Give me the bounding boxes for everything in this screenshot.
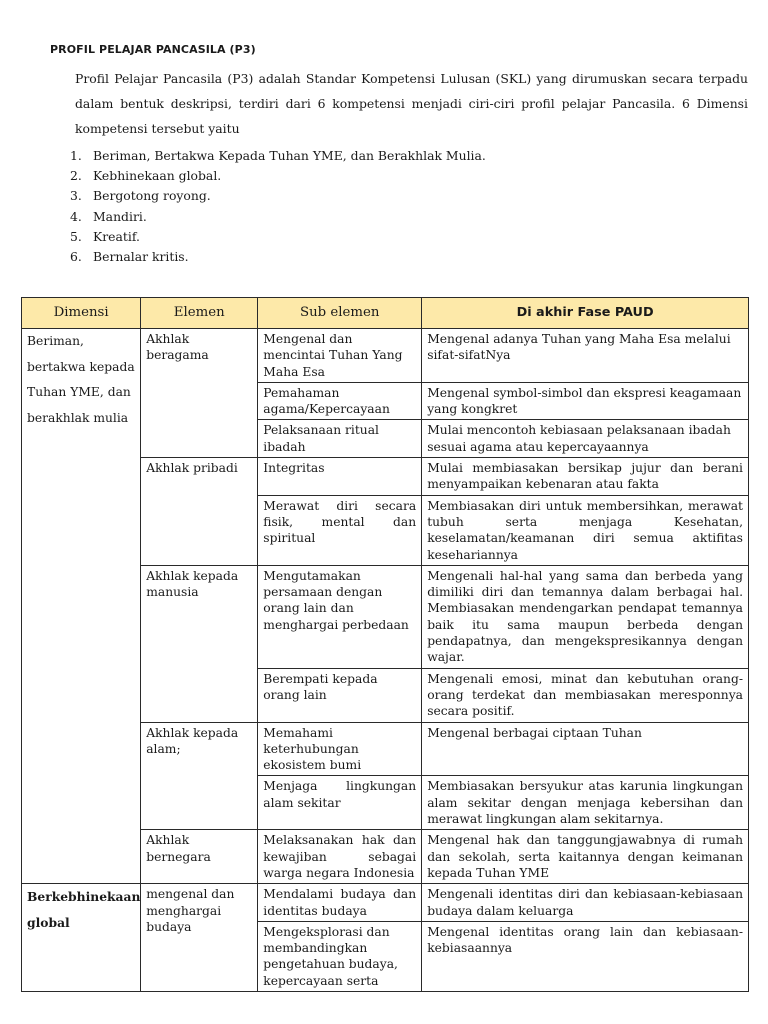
fase-cell: Mengenal symbol-simbol dan ekspresi keagamaan yang kongkret <box>422 382 749 420</box>
sub-element-cell: Pemahaman agama/Kepercayaan <box>258 382 422 420</box>
table-header-row <box>22 298 749 329</box>
sub-element-cell: Memahami keterhubungan ekosistem bumi <box>258 722 422 776</box>
element-cell: Akhlak beragama <box>141 329 258 458</box>
fase-cell: Mulai membiasakan bersikap jujur dan berani menyampaikan kebenaran atau fakta <box>422 458 749 496</box>
element-cell: Akhlak kepada manusia <box>141 565 258 722</box>
list-item-text: Beriman, Bertakwa Kepada Tuhan YME, dan Berakhlak Mulia. <box>93 148 486 163</box>
section-title: PROFIL PELAJAR PANCASILA (P3) <box>50 43 256 56</box>
sub-element-cell: Pelaksanaan ritual ibadah <box>258 420 422 458</box>
list-number: 3. <box>70 188 82 204</box>
list-number: 2. <box>70 168 82 184</box>
list-item-text: Kreatif. <box>93 228 140 244</box>
sub-element-cell: Melaksanakan hak dan kewajiban sebagai warga negara Indonesia <box>258 830 422 884</box>
list-item-text: Kebhinekaan global. <box>93 168 222 184</box>
header-elemen: Elemen <box>141 298 258 329</box>
sub-element-cell: Menjaga lingkungan alam sekitar <box>258 776 422 830</box>
element-cell: Akhlak bernegara <box>141 830 258 884</box>
header-fase-paud: Di akhir Fase PAUD <box>422 298 749 329</box>
list-number: 6. <box>70 248 82 264</box>
fase-cell: Membiasakan bersyukur atas karunia lingkungan alam sekitar dengan menjaga kebersihan dan merawat lingkungan alam sekitarnya. <box>422 776 749 830</box>
fase-cell: Mengenal identitas orang lain dan kebiasaan-kebiasaannya <box>422 921 749 991</box>
fase-cell: Mulai mencontoh kebiasaan pelaksanaan ibadah sesuai agama atau kepercayaannya <box>422 420 749 458</box>
list-item-text: Bernalar kritis. <box>93 248 189 264</box>
element-cell: Akhlak pribadi <box>141 458 258 566</box>
sub-element-cell: Mendalami budaya dan identitas budaya <box>258 884 422 922</box>
fase-cell: Mengenal berbagai ciptaan Tuhan <box>422 722 749 776</box>
dimension-cell: Berkebhinekaan global <box>22 884 141 992</box>
fase-cell: Mengenal hak dan tanggungjawabnya di rumah dan sekolah, serta kaitannya dengan keimanan kepada Tuhan YME <box>422 830 749 884</box>
sub-element-cell: Mengeksplorasi dan membandingkan pengetahuan budaya, kepercayaan serta <box>258 921 422 991</box>
list-item <box>70 146 486 166</box>
competency-table <box>21 297 749 992</box>
list-item-text: Mandiri. <box>93 208 147 224</box>
list-number: 5. <box>70 228 82 244</box>
dimension-list <box>70 146 486 267</box>
fase-cell: Mengenali identitas diri dan kebiasaan-kebiasaan budaya dalam keluarga <box>422 884 749 922</box>
table-row <box>22 884 749 922</box>
list-item <box>70 207 486 227</box>
sub-element-cell: Merawat diri secara fisik, mental dan spiritual <box>258 495 422 565</box>
sub-element-cell: Integritas <box>258 458 422 496</box>
list-item <box>70 227 486 247</box>
list-item-text: Bergotong royong. <box>93 188 211 204</box>
header-sub-elemen: Sub elemen <box>258 298 422 329</box>
sub-element-cell: Berempati kepada orang lain <box>258 668 422 722</box>
fase-cell: Mengenali hal-hal yang sama dan berbeda yang dimiliki diri dan temannya dalam berbagai hal. Membiasakan mendengarkan pendapat temannya baik itu sama maupun berbeda dengan pendapatnya, dan mengekspresikannya dengan wajar. <box>422 565 749 668</box>
list-number: 4. <box>70 208 82 224</box>
dimension-cell: Beriman, bertakwa kepada Tuhan YME, dan berakhlak mulia <box>22 329 141 884</box>
list-number: 1. <box>70 148 82 163</box>
header-dimensi: Dimensi <box>22 298 141 329</box>
table-row <box>22 329 749 383</box>
fase-cell: Membiasakan diri untuk membersihkan, merawat tubuh serta menjaga Kesehatan, keselamatan/keamanan diri semua aktifitas kesehariannya <box>422 495 749 565</box>
sub-element-cell: Mengutamakan persamaan dengan orang lain dan menghargai perbedaan <box>258 565 422 668</box>
element-cell: mengenal dan menghargai budaya <box>141 884 258 992</box>
list-item <box>70 247 486 267</box>
sub-element-cell: Mengenal dan mencintai Tuhan Yang Maha Esa <box>258 329 422 383</box>
fase-cell: Mengenal adanya Tuhan yang Maha Esa melalui sifat-sifatNya <box>422 329 749 383</box>
intro-paragraph: Profil Pelajar Pancasila (P3) adalah Standar Kompetensi Lulusan (SKL) yang dirumuskan secara terpadu dalam bentuk deskripsi, terdiri dari 6 kompetensi menjadi ciri-ciri profil pelajar Pancasila. 6 Dimensi kompetensi tersebut yaitu <box>75 71 748 136</box>
list-item <box>70 186 486 206</box>
fase-cell: Mengenali emosi, minat dan kebutuhan orang-orang terdekat dan membiasakan meresponnya secara positif. <box>422 668 749 722</box>
element-cell: Akhlak kepada alam; <box>141 722 258 830</box>
list-item <box>70 166 486 186</box>
